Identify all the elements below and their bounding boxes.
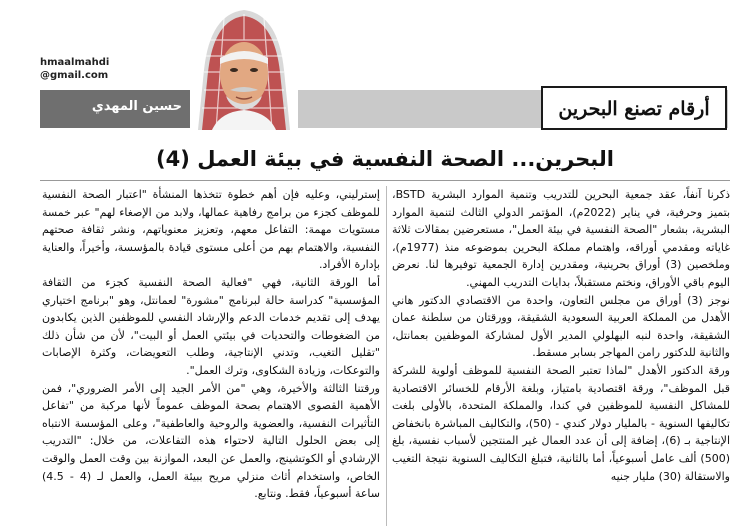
author-photo bbox=[190, 0, 298, 130]
author-name-bar bbox=[40, 90, 190, 128]
paragraph: ورقتنا الثالثة والأخيرة، وهي "من الأمر الجيد إلى الأمر الضروري"، فمن الأهمية القصوى الاهتمام بصحة الموظف عموماً لأنها مركبة من "تفاعل التأثيرات النفسية، والعضوية والروحية والعاطفية"، وعلى المؤسسة الانتباه إلى بعض الحلول التالية لاحتواء هذه التفاعلات، من خلال: "التدريب الإرشادي أو الكوتشينج، والعمل عن البعد، الموازنة بين وقت العمل والوقت الخاص، واستخدام أثاث منزلي مريح ببيئة العمل، والعمل لـ (4 - 4.5) ساعة أسبوعياً، فقط. ونتابع. bbox=[42, 381, 380, 501]
article-column-right bbox=[392, 186, 730, 532]
author-email[interactable] bbox=[40, 56, 160, 82]
paragraph: ذكرنا آنفاً، عقد جمعية البحرين للتدريب وتنمية الموارد البشرية BSTD، بتميز وحرفية، في يناير (2022م)، المؤتمر الدولي الثالث لتنمية الموارد البشرية، بشعار "الصحة النفسية في بيئة العمل"، مستعرضين بمقالات ثلاثة غاياته ومقدمي أوراقه، واهتمام مملكة البحرين بموضوعه منذ (1977م)، وملخصين (3) أوراق بحرينية، ومقدرين إدارة الجمعية توفيرها لنا. نعرض اليوم باقي الأوراق، ونختم مستقبلاً، بدايات التدريب المهني. bbox=[392, 188, 730, 289]
author-name: حسين المهدي bbox=[91, 99, 182, 114]
author-email-user: hmaalmahdi bbox=[40, 57, 110, 68]
column-divider bbox=[386, 186, 387, 526]
article-header bbox=[0, 0, 749, 130]
headline-divider bbox=[40, 180, 730, 181]
article-headline: البحرين... الصحة النفسية في بيئة العمل (4) bbox=[156, 147, 614, 171]
paragraph: نوجز (3) أوراق من مجلس التعاون، واحدة من الاقتصادي الدكتور هاني الأهدل من المملكة العربية السعودية الشقيقة، وورقتان من سلطنة عمان الشقيقة، واحدة لنبه البهلولي المدير الأول لمشاركة الموظفين بعمانتل، والثانية للدكتور رامن المهاجر بسابر مسقط. bbox=[392, 293, 730, 360]
column-logo-text: أرقام تصنع البحرين bbox=[558, 98, 710, 120]
paragraph: إسترليني، وعليه فإن أهم خطوة تتخذها المنشأة "اعتبار الصحة النفسية للموظف كجزء من برامج رفاهية عمالها، ولابد من الإصغاء لهم" عبر خمسة مستويات مهمة: التفاعل معهم، وتعزيز معنوياتهم، ونشر ثقافة صحتهم النفسية، والاهتمام بهم من أعلى مستوى قيادة بالمؤسسة، وأخيراً، والعناية بإدارة الأفراد. bbox=[42, 188, 380, 272]
paragraph: ورقة الدكتور الأهدل "لماذا تعتبر الصحة النفسية للموظف أولوية للشركة قبل الموظف"، ورقة اقتصادية بامتياز، وبلغة الأرقام للخسائر الاقتصادية للمشاكل النفسية للموظفين في كندا، والمملكة المتحدة، بالأولى بلغت تكاليفها السنوية - بالمليار دولار كندي - (50)، والتكاليف المباشرة بانخفاض الإنتاجية بـ (6)، إضافة إلى أن عدد العمال غير المنتجين لأسباب نفسية، بلغ (500) ألف عامل أسبوعياً، أما بالثانية، فتبلغ التكاليف السنوية نتيجة التغيب والاستقالة (30) مليار جنيه bbox=[392, 363, 730, 483]
paragraph: أما الورقة الثانية، فهي "فعالية الصحة النفسية كجزء من الثقافة المؤسسية" كدراسة حالة لبرنامج "مشورة" لعمانتل، وهو "برنامج اختياري يهدف إلى تقديم خدمات الدعم والإرشاد النفسي للموظفين الذين يكابدون من الضغوطات والتحديات في بيئتي العمل أو البيت"، لأن من شأن ذلك "تقليل التغيب، وتدني الإنتاجية، وطلب التعويضات، وكثرة الإصابات والتوعكات، وزيادة الشكاوى، وترك العمل". bbox=[42, 275, 380, 377]
article-column-left bbox=[42, 186, 380, 532]
column-logo bbox=[541, 86, 727, 130]
author-email-domain: @gmail.com bbox=[40, 70, 109, 81]
